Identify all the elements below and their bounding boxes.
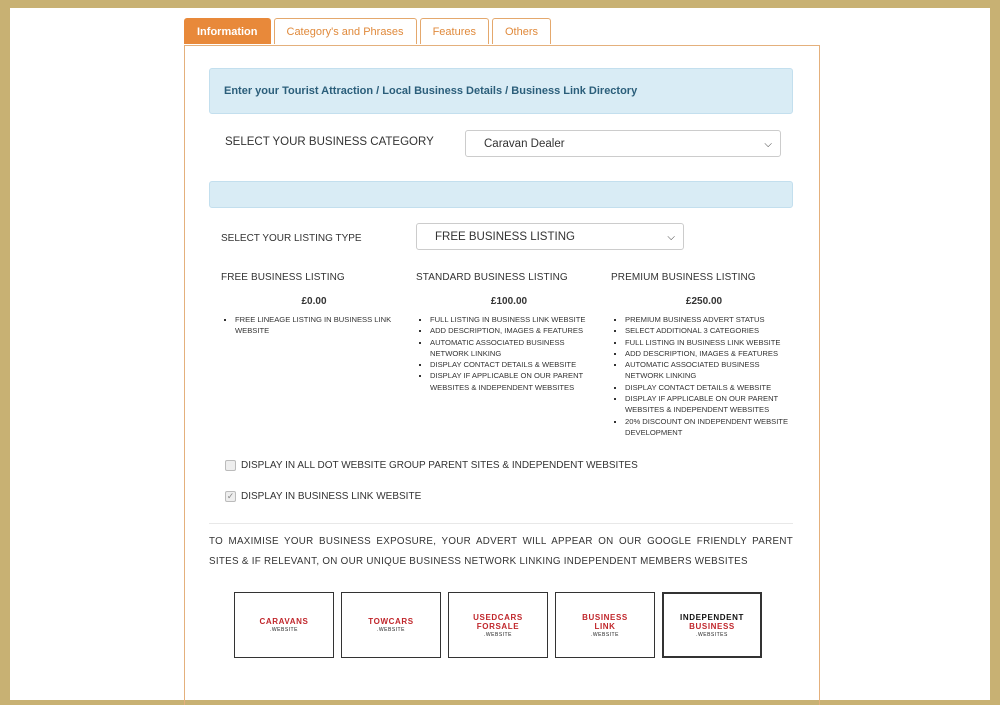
logo-text: BUSINESS xyxy=(582,612,628,622)
logo-text: CARAVANS xyxy=(259,617,309,626)
logo-subtext: .WEBSITE xyxy=(591,631,619,638)
logo-text-line2: FORSALE xyxy=(476,621,520,631)
parent-sites-checkbox-label: DISPLAY IN ALL DOT WEBSITE GROUP PARENT SITES & INDEPENDENT WEBSITES xyxy=(241,460,638,471)
feature-item: ▪ DISPLAY CONTACT DETAILS & WEBSITE xyxy=(430,359,602,370)
premium-listing-column xyxy=(611,272,797,438)
feature-item: ▪ AUTOMATIC ASSOCIATED BUSINESS NETWORK LINKING xyxy=(625,359,797,382)
feature-item: ▪ FREE LINEAGE LISTING IN BUSINESS LINK WEBSITE xyxy=(235,314,407,337)
feature-item: ▪ DISPLAY IF APPLICABLE ON OUR PARENT WEBSITES & INDEPENDENT WEBSITES xyxy=(625,393,797,416)
logo-text-line2: LINK xyxy=(594,621,616,631)
feature-item: ▪ 20% DISCOUNT ON INDEPENDENT WEBSITE DEVELOPMENT xyxy=(625,416,797,439)
divider xyxy=(209,523,793,524)
tab-bar xyxy=(184,18,551,46)
logo-text: INDEPENDENT xyxy=(680,612,744,622)
logo-subtext: .WEBSITE xyxy=(484,631,512,638)
feature-item: ▪ SELECT ADDITIONAL 3 CATEGORIES xyxy=(625,325,797,336)
business-category-value: Caravan Dealer xyxy=(484,138,565,150)
listing-title: PREMIUM BUSINESS LISTING xyxy=(611,272,756,283)
business-link-checkbox-row[interactable] xyxy=(225,491,421,502)
listing-price: £100.00 xyxy=(490,296,528,307)
free-listing-column xyxy=(221,272,407,337)
alert-heading: Enter your Tourist Attraction / Local Business Details / Business Link Directory xyxy=(209,68,793,114)
logo-text: USEDCARS xyxy=(473,612,523,622)
feature-item: ▪ PREMIUM BUSINESS ADVERT STATUS xyxy=(625,314,797,325)
independent-business-websites-logo[interactable] xyxy=(662,592,762,658)
towcars-website-logo[interactable] xyxy=(341,592,441,658)
feature-list xyxy=(416,314,602,393)
feature-item: ▪ ADD DESCRIPTION, IMAGES & FEATURES xyxy=(625,348,797,359)
feature-item: ▪ DISPLAY CONTACT DETAILS & WEBSITE xyxy=(625,382,797,393)
listing-price: £250.00 xyxy=(685,296,723,307)
listing-title: STANDARD BUSINESS LISTING xyxy=(416,272,568,283)
page-frame xyxy=(10,8,990,700)
caravans-website-logo[interactable] xyxy=(234,592,334,658)
listing-type-label: SELECT YOUR LISTING TYPE xyxy=(221,233,362,244)
partner-logos xyxy=(234,592,762,658)
chevron-down-icon: ⌵ xyxy=(764,139,772,150)
alert-blank xyxy=(209,181,793,208)
check-icon: ✓ xyxy=(226,491,235,501)
listing-title: FREE BUSINESS LISTING xyxy=(221,272,345,283)
logo-text-line2: BUSINESS xyxy=(689,621,735,631)
feature-item: ▪ DISPLAY IF APPLICABLE ON OUR PARENT WEBSITES & INDEPENDENT WEBSITES xyxy=(430,370,602,393)
feature-item: ▪ FULL LISTING IN BUSINESS LINK WEBSITE xyxy=(430,314,602,325)
feature-item: ▪ AUTOMATIC ASSOCIATED BUSINESS NETWORK LINKING xyxy=(430,337,602,360)
tab-others[interactable]: Others xyxy=(492,18,551,44)
logo-subtext: .WEBSITES xyxy=(696,631,728,638)
parent-sites-checkbox[interactable] xyxy=(225,460,236,471)
feature-item: ▪ ADD DESCRIPTION, IMAGES & FEATURES xyxy=(430,325,602,336)
businesslink-website-logo[interactable] xyxy=(555,592,655,658)
business-category-label: SELECT YOUR BUSINESS CATEGORY xyxy=(225,136,434,148)
feature-list xyxy=(221,314,407,337)
chevron-down-icon: ⌵ xyxy=(667,232,675,243)
listing-type-select[interactable] xyxy=(416,223,684,250)
logo-subtext: .WEBSITE xyxy=(377,627,405,633)
exposure-text: TO MAXIMISE YOUR BUSINESS EXPOSURE, YOUR ADVERT WILL APPEAR ON OUR GOOGLE FRIENDLY PARENT SITES & IF RELEVANT, ON OUR UNIQUE BUSINESS NETWORK LINKING INDEPENDENT MEMBERS WEBSITES xyxy=(209,536,793,567)
listing-type-value: FREE BUSINESS LISTING xyxy=(435,231,575,243)
feature-list xyxy=(611,314,797,438)
business-link-checkbox[interactable] xyxy=(225,491,236,502)
information-panel xyxy=(184,45,820,705)
business-link-checkbox-label: DISPLAY IN BUSINESS LINK WEBSITE xyxy=(241,491,422,502)
business-category-select[interactable] xyxy=(465,130,781,157)
parent-sites-checkbox-row[interactable] xyxy=(225,460,638,471)
usedcarsforsale-website-logo[interactable] xyxy=(448,592,548,658)
tab-categories-and-phrases[interactable]: Category's and Phrases xyxy=(274,18,417,44)
standard-listing-column xyxy=(416,272,602,393)
listing-price: £0.00 xyxy=(301,296,327,307)
logo-text: TOWCARS xyxy=(368,617,414,626)
logo-subtext: .WEBSITE xyxy=(270,627,298,633)
tab-information[interactable]: Information xyxy=(184,18,271,44)
tab-features[interactable]: Features xyxy=(420,18,489,44)
feature-item: ▪ FULL LISTING IN BUSINESS LINK WEBSITE xyxy=(625,337,797,348)
